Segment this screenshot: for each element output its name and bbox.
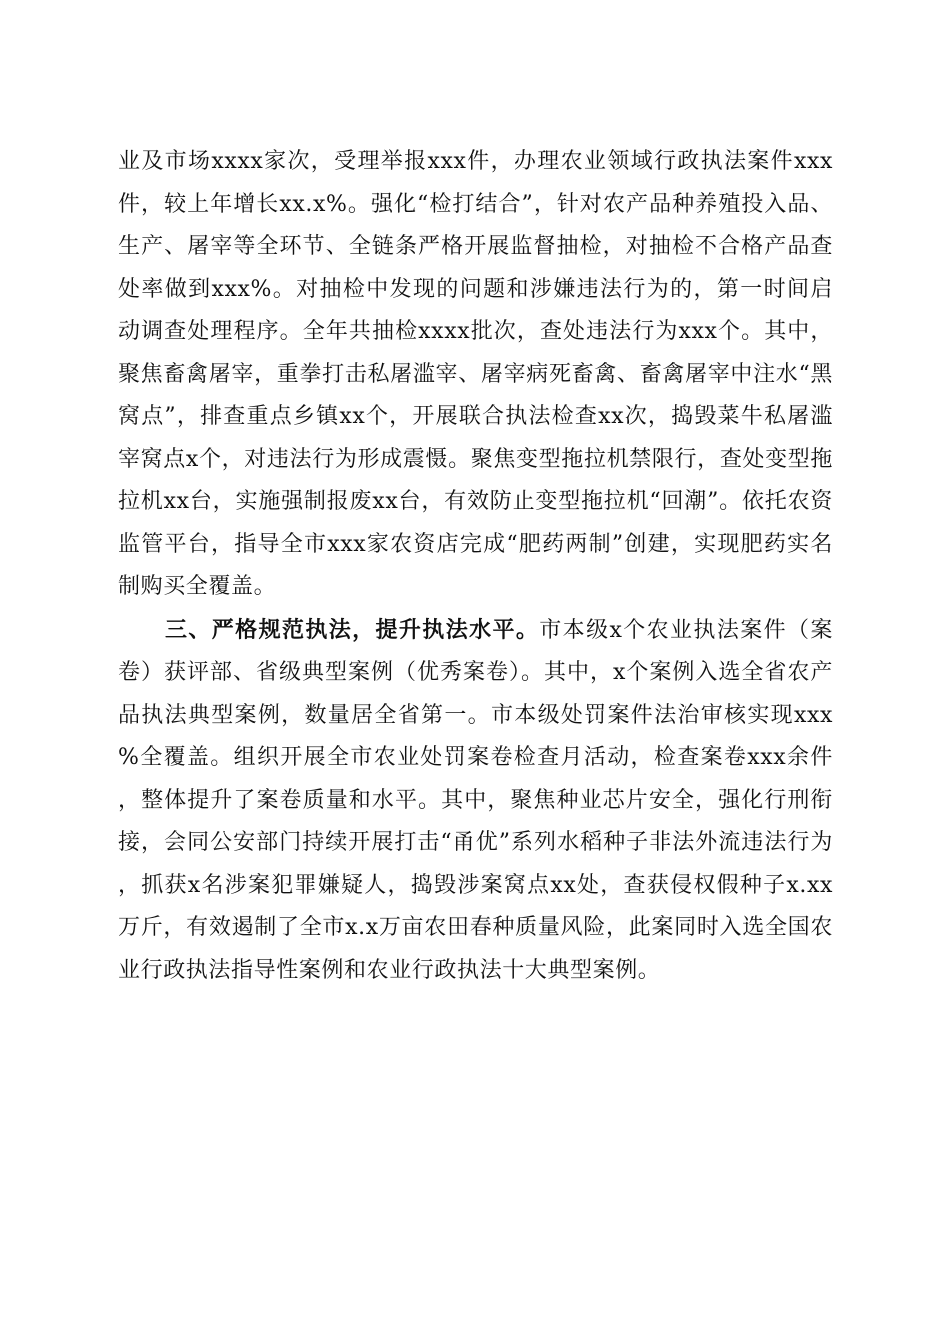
section-heading-3: 三、严格规范执法，提升执法水平。 (165, 616, 540, 643)
body-paragraph-2 (118, 609, 833, 993)
document-body (118, 141, 833, 992)
body-paragraph-1 (118, 141, 833, 609)
paragraph-1-text: 业及市场xxxx家次，受理举报xxx件，办理农业领域行政执法案件xxx件，较上年增长xx.x%。强化“检打结合”，针对农产品种养殖投入品、生产、屠宰等全环节、全链条严格开展监督抽检，对抽检不合格产品查处率做到xxx%。对抽检中发现的问题和涉嫌违法行为的，第一时间启动调查处理程序。全年共抽检xxxx批次，查处违法行为xxx个。其中，聚焦畜禽屠宰，重拳打击私屠滥宰、屠宰病死畜禽、畜禽屠宰中注水“黑窝点”，排查重点乡镇xx个，开展联合执法检查xx次，捣毁菜牛私屠滥宰窝点x个，对违法行为形成震慑。聚焦变型拖拉机禁限行，查处变型拖拉机xx台，实施强制报废xx台，有效防止变型拖拉机“回潮”。依托农资监管平台，指导全市xxx家农资店完成“肥药两制”创建，实现肥药实名制购买全覆盖。 (118, 149, 833, 599)
paragraph-2-text: 市本级x个农业执法案件（案卷）获评部、省级典型案例（优秀案卷）。其中，x个案例入选全省农产品执法典型案例，数量居全省第一。市本级处罚案件法治审核实现xxx%全覆盖。组织开展全市农业处罚案卷检查月活动，检查案卷xxx余件，整体提升了案卷质量和水平。其中，聚焦种业芯片安全，强化行刑衔接，会同公安部门持续开展打击“甬优”系列水稻种子非法外流违法行为，抓获x名涉案犯罪嫌疑人，捣毁涉案窝点xx处，查获侵权假种子x.xx万斤，有效遏制了全市x.x万亩农田春种质量风险，此案同时入选全国农业行政执法指导性案例和农业行政执法十大典型案例。 (118, 617, 833, 983)
